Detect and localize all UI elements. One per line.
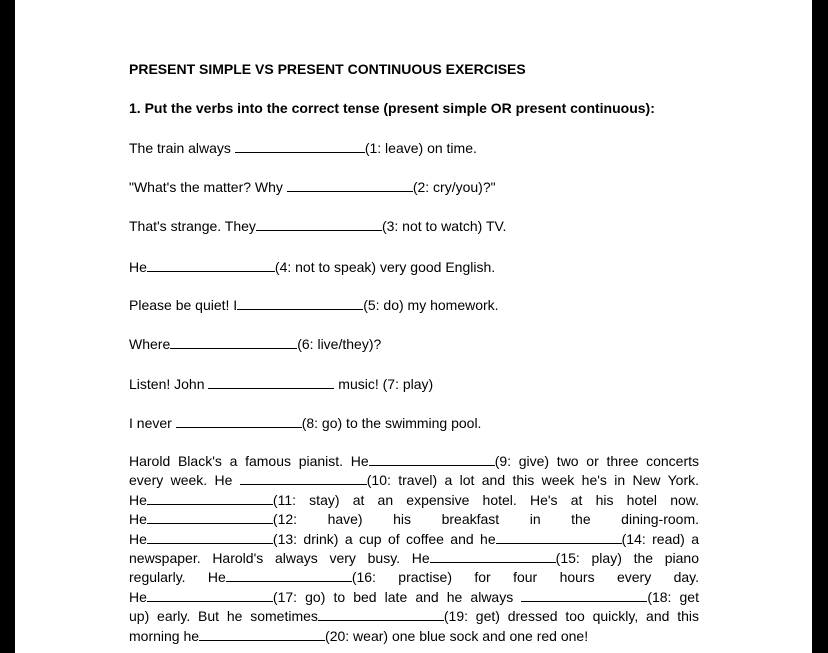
paragraph-line [129, 452, 699, 471]
answer-blank-2[interactable] [287, 178, 413, 192]
paragraph-line [129, 510, 699, 529]
answer-blank-17[interactable] [147, 588, 273, 602]
answer-blank-7[interactable] [208, 375, 334, 389]
sentence-6 [129, 335, 381, 353]
page-title: PRESENT SIMPLE VS PRESENT CONTINUOUS EXERCISES [129, 61, 526, 77]
answer-blank-1[interactable] [235, 139, 365, 153]
paragraph-text: (11: stay) at an expensive hotel. He's at his hotel now. [272, 491, 699, 508]
answer-blank-20[interactable] [199, 627, 325, 641]
paragraph-line [129, 588, 699, 607]
sentence-text: I never [129, 415, 176, 431]
answer-blank-8[interactable] [176, 414, 302, 428]
sentence-8 [129, 414, 481, 432]
sentence-text: (1: leave) on time. [364, 140, 477, 156]
paragraph-text: (9: give) two or three concerts [494, 453, 699, 469]
sentence-text: That's strange. They [129, 218, 256, 234]
sentence-text: (2: cry/you)?" [412, 179, 496, 195]
paragraph-text: every week. He [129, 472, 240, 489]
answer-blank-10[interactable] [240, 471, 367, 485]
sentence-4 [129, 258, 495, 276]
sentence-2 [129, 178, 496, 196]
paragraph-line [129, 530, 699, 549]
paragraph-line [129, 568, 699, 587]
answer-blank-19[interactable] [318, 607, 444, 621]
paragraph-text: (16: practise) for four hours every day. [351, 569, 699, 586]
answer-blank-11[interactable] [147, 491, 273, 505]
answer-blank-9[interactable] [369, 452, 495, 466]
paragraph-text: He [129, 511, 147, 528]
paragraph-text: newspaper. Harold's always very busy. He [129, 549, 430, 566]
paragraph-line [129, 627, 699, 646]
sentence-text: (6: live/they)? [297, 336, 382, 352]
answer-blank-13[interactable] [147, 530, 273, 544]
sentence-text: (8: go) to the swimming pool. [301, 415, 482, 431]
sentence-text: (5: do) my homework. [363, 297, 499, 313]
answer-blank-12[interactable] [147, 510, 273, 524]
answer-blank-18[interactable] [521, 588, 647, 602]
answer-blank-14[interactable] [496, 530, 622, 544]
paragraph-text: He [129, 491, 147, 508]
paragraph-text: (10: travel) a lot and this week he's in New York. [366, 472, 699, 489]
paragraph-text: (15: play) the piano [555, 549, 700, 566]
worksheet-page [15, 0, 812, 653]
answer-blank-16[interactable] [226, 568, 352, 582]
paragraph-line [129, 491, 699, 510]
paragraph-text: (13: drink) a cup of coffee and he [272, 530, 496, 547]
sentence-text: The train always [129, 140, 235, 156]
paragraph-text: regularly. He [129, 569, 226, 586]
answer-blank-5[interactable] [237, 296, 363, 310]
paragraph-text: morning he [129, 627, 200, 644]
paragraph-text: (20: wear) one blue sock and one red one! [325, 627, 589, 644]
sentence-1 [129, 139, 477, 157]
story-paragraph [129, 452, 699, 646]
sentence-text: (4: not to speak) very good English. [274, 259, 496, 275]
paragraph-text: (14: read) a [621, 530, 699, 547]
sentence-text: music! (7: play) [334, 376, 434, 392]
sentence-5 [129, 296, 499, 314]
sentence-text: "What's the matter? Why [129, 179, 287, 195]
sentence-7 [129, 375, 433, 393]
sentence-text: Listen! John [129, 376, 209, 392]
paragraph-text: (17: go) to bed late and he always [272, 588, 522, 605]
sentence-3 [129, 217, 506, 235]
paragraph-text: Harold Black's a famous pianist. He [129, 453, 369, 469]
paragraph-text: He [129, 530, 147, 547]
paragraph-text: (19: get) dressed too quickly, and this [443, 608, 699, 625]
sentence-text: (3: not to watch) TV. [381, 218, 507, 234]
paragraph-line [129, 471, 699, 490]
paragraph-line [129, 607, 699, 626]
sentence-text: Where [129, 336, 171, 352]
paragraph-text: (12: have) his breakfast in the dining-room. [272, 511, 699, 528]
answer-blank-6[interactable] [170, 335, 297, 349]
sentence-text: He [129, 259, 147, 275]
answer-blank-15[interactable] [430, 549, 556, 563]
paragraph-text: up) early. But he sometimes [129, 608, 318, 625]
paragraph-line [129, 549, 699, 568]
answer-blank-3[interactable] [256, 217, 382, 231]
sentence-text: Please be quiet! I [129, 297, 238, 313]
paragraph-text: He [129, 588, 147, 605]
paragraph-text: (18: get [647, 588, 699, 605]
answer-blank-4[interactable] [147, 258, 275, 272]
exercise-heading: 1. Put the verbs into the correct tense (present simple OR present continuous): [129, 100, 655, 116]
